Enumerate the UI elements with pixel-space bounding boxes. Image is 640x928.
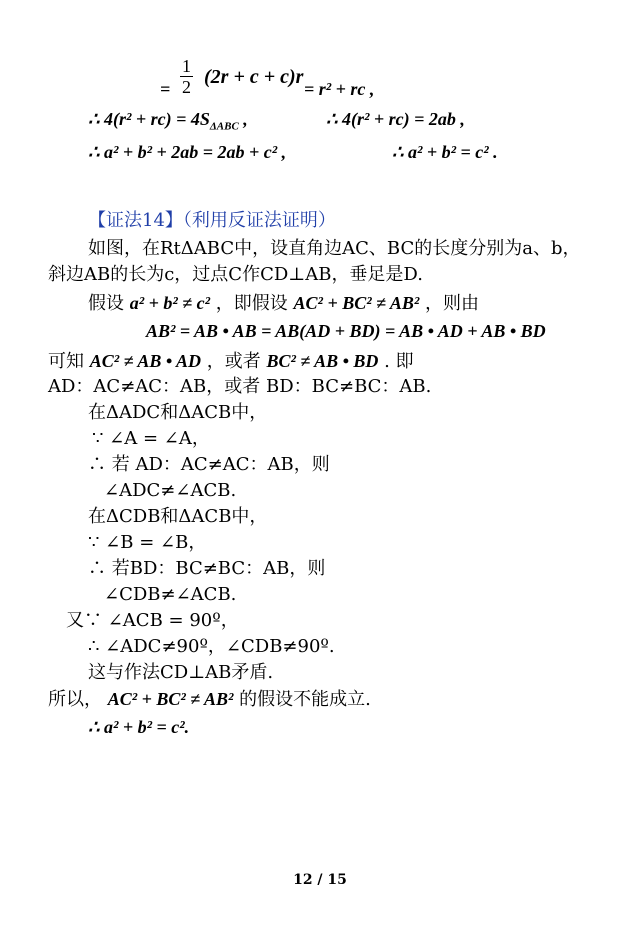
eq1-sign: = [160, 79, 171, 99]
angle-line-2: ∠CDB≠∠ACB. [104, 584, 237, 605]
triangle-1-line: 在ΔADC和ΔACB中， [88, 402, 268, 423]
assumption-line: 假设 a² + b² ≠ c² ，即假设 AC² + BC² ≠ AB² ，则由 [88, 293, 479, 314]
therefore-3: ∴ ∠ADC≠90º，∠CDB≠90º. [88, 636, 335, 657]
because-1: ∵ ∠A = ∠A， [92, 428, 210, 449]
know-line: 可知 AC² ≠ AB • AD ，或者 BC² ≠ AB • BD . 即 [48, 351, 414, 372]
therefore-2: ∴ 若BD：BC≠BC：AB，则 [88, 558, 326, 579]
line2-right: ∴ 4(r² + rc) = 2ab , [326, 109, 465, 129]
ratio-line: AD：AC≠AC：AB，或者 BD：BC≠BC：AB. [48, 376, 432, 397]
eq1-expression: (2r + c + c)r [204, 66, 304, 88]
therefore-1: ∴ 若 AD：AC≠AC：AB，则 [88, 454, 330, 475]
area-subscript: ΔABC [209, 120, 239, 133]
final-conclusion: ∴ a² + b² = c². [88, 717, 190, 737]
fraction-half [180, 56, 193, 97]
triangle-2-line: 在ΔCDB和ΔACB中， [88, 506, 268, 527]
intro-line-2: 斜边AB的长为c，过点C作CD⊥AB，垂足是D. [48, 264, 423, 285]
proof-heading: 【证法14】（利用反证法证明） [88, 210, 336, 231]
fraction-numerator: 1 [182, 56, 191, 76]
ab-formula: AB² = AB • AB = AB(AD + BD) = AB • AD + AB • BD [146, 321, 546, 341]
because-2: ∵ ∠B = ∠B， [88, 532, 207, 553]
intro-line-1: 如图，在RtΔABC中，设直角边AC、BC的长度分别为a、b， [88, 238, 581, 259]
conclusion-prefix-line: 所以， AC² + BC² ≠ AB² 的假设不能成立. [48, 689, 371, 710]
page-number: 12 / 15 [293, 872, 347, 888]
know-expr-1: AC² ≠ AB • AD [89, 351, 202, 371]
assume-expr-2: AC² + BC² ≠ AB² [293, 293, 420, 313]
eq1-result: = r² + rc , [304, 79, 375, 99]
also-line: 又∵ ∠ACB = 90º， [66, 610, 239, 631]
know-expr-2: BC² ≠ AB • BD [266, 351, 379, 371]
assume-expr-1: a² + b² ≠ c² [129, 293, 211, 313]
line3-right: ∴ a² + b² = c² . [392, 142, 498, 162]
fraction-denominator: 2 [182, 77, 191, 97]
angle-line-1: ∠ADC≠∠ACB. [104, 480, 237, 501]
line2-left: ∴ $4(r^2 + rc) = 4S_{\Delta ABC}$ , [88, 109, 248, 133]
contradiction-line: 这与作法CD⊥AB矛盾. [88, 662, 274, 683]
so-expression: AC² + BC² ≠ AB² [107, 689, 234, 709]
line3-left: ∴ a² + b² + 2ab = 2ab + c² , [88, 142, 287, 162]
